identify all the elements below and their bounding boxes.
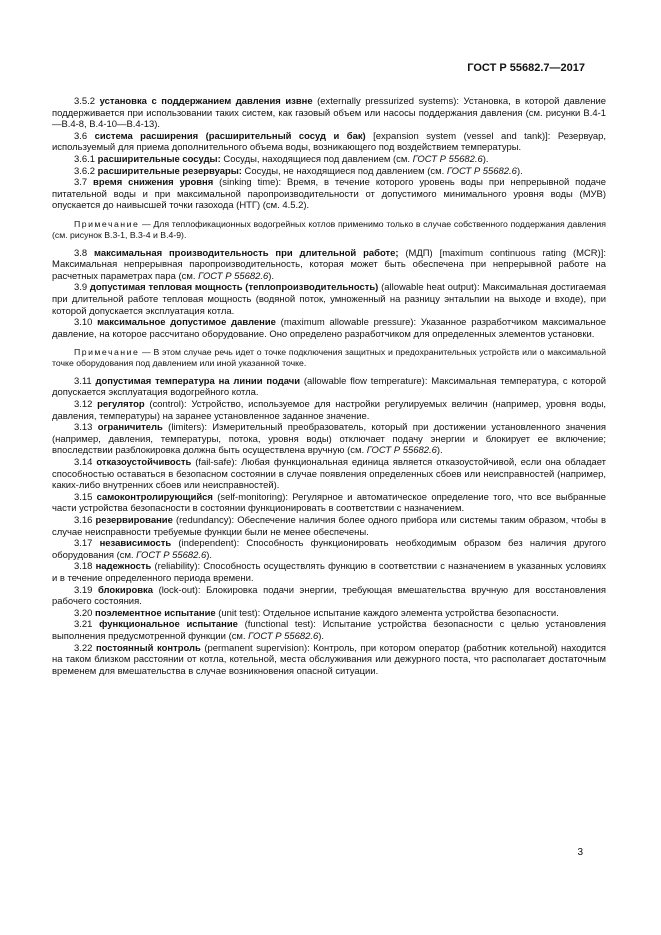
- text-run: ).: [206, 549, 213, 561]
- definition-paragraph: [52, 515, 606, 538]
- text-run: 3.11: [74, 375, 96, 387]
- text-run: 3.10: [74, 317, 98, 329]
- reference: ГОСТ Р 55682.6: [248, 630, 319, 642]
- text-run: (МДП) [maximum continuous rating (MCR)]: Максимальная непрерывная паропроизводительность, которая может быть обеспечена при непрерывной работе на расчетных параметрах пара (см.: [52, 247, 606, 282]
- text-run: — Для теплофикационных водогрейных котлов применимо только в случае собственного поддержания давления (см. рисунок В.3-1, В.3-4 и В.4-9).: [52, 218, 606, 240]
- page-number: 3: [577, 847, 583, 858]
- text-run: 3.20: [74, 607, 95, 619]
- note-label: Примечание: [74, 218, 140, 229]
- text-run: ).: [318, 630, 325, 642]
- definition-paragraph: [52, 154, 606, 166]
- term: расширительные сосуды:: [97, 153, 221, 165]
- text-run: 3.16: [74, 515, 96, 526]
- text-run: Сосуды, находящиеся под давлением (см.: [220, 153, 413, 165]
- text-run: Сосуды, не находящиеся под давлением (см.: [241, 165, 447, 177]
- text-run: (functional test): Испытание устройства безопасности с целью установления выполнения предусмотренной функции (см.: [52, 619, 606, 642]
- text-run: 3.21: [74, 619, 100, 631]
- definition-paragraph: [52, 619, 606, 642]
- definition-paragraph: [52, 457, 606, 492]
- text-run: ).: [482, 153, 489, 165]
- text-run: (sinking time): Время, в течение которого уровень воды при непрерывной подаче питательной воды и при максимальной паропроизводительности от допустимого минимального уровня воды (МУВ) опускается до наивысшей точки газохода (НТГ) (см. 4.5.2).: [52, 177, 606, 212]
- reference: ГОСТ Р 55682.6: [136, 549, 207, 561]
- text-run: 3.6.1: [74, 153, 98, 165]
- term: самоконтролирующийся: [96, 491, 213, 503]
- definition-paragraph: [52, 538, 606, 561]
- definition-paragraph: [52, 177, 606, 212]
- text-run: (permanent supervision): Контроль, при котором оператор (работник котельной) находится на таком близком расстоянии от котла, котельной, места обслуживания или дежурного поста, что располагает достаточным временем для вмешательства в случае возникновения опасной ситуации.: [52, 642, 606, 677]
- text-run: 3.19: [74, 584, 98, 596]
- definition-paragraph: [52, 376, 606, 399]
- definition-paragraph: [52, 317, 606, 340]
- text-run: 3.17: [74, 538, 100, 550]
- definition-paragraph: [52, 492, 606, 515]
- reference: ГОСТ Р 55682.6: [366, 445, 437, 457]
- text-run: (unit test): Отдельное испытание каждого элемента устройства безопасности.: [215, 607, 559, 619]
- term: максимальная производительность при длительной работе;: [94, 247, 399, 259]
- term: время снижения уровня: [93, 177, 214, 189]
- term: независимость: [99, 538, 172, 550]
- definition-paragraph: [52, 399, 606, 422]
- text-run: 3.15: [74, 491, 97, 503]
- definition-paragraph: [52, 643, 606, 678]
- text-run: 3.6: [74, 130, 95, 142]
- text-run: 3.14: [74, 457, 97, 469]
- text-run: 3.7: [74, 177, 94, 189]
- text-run: 3.5.2: [74, 96, 100, 107]
- text-run: (allowable heat output): Максимальная достигаемая при длительной работе тепловая мощность (водяной поток, умноженный на разницу энтальпии на выходе и входе), при которой допускается эксплуатация котла.: [52, 282, 606, 317]
- text-run: (self-monitoring): Регулярное и автоматическое определение того, что все выбранные части устройства безопасности в состоянии функционировать в соответствии с назначением.: [52, 491, 606, 515]
- definition-paragraph: [52, 96, 606, 131]
- definition-paragraph: [52, 422, 606, 457]
- text-run: (reliability): Способность осуществлять функцию в соответствии с назначением в указанных условиях и в течение определенного периода времени.: [52, 561, 606, 584]
- definition-paragraph: [52, 561, 606, 584]
- text-run: ).: [516, 165, 523, 177]
- reference: ГОСТ Р 55682.6: [412, 153, 483, 165]
- definition-paragraph: [52, 608, 606, 620]
- document-id: ГОСТ Р 55682.7—2017: [467, 62, 585, 74]
- note-paragraph: [52, 347, 606, 369]
- text-run: (allowable flow temperature): Максимальная температура, с которой допускается эксплуатация водогрейного котла.: [52, 375, 606, 399]
- text-run: (redundancy): Обеспечение наличия более одного прибора или системы таким образом, чтобы в случае неисправности требуемые функции были не менее обеспечены.: [52, 515, 606, 538]
- text-run: 3.12: [74, 399, 98, 411]
- term: расширительные резервуары:: [97, 165, 242, 177]
- text-run: (control): Устройство, используемое для настройки регулируемых величин (например, уровня воды, давления, температуры) на заранее установленное заданное значение.: [52, 399, 606, 422]
- text-run: (lock-out): Блокировка подачи энергии, требующая вмешательства вручную для восстановления рабочего состояния.: [52, 584, 606, 608]
- text-run: (limiters): Измерительный преобразователь, который при достижении установленного значения (например, давления, температуры, потока, уровня воды) отключает подачу энергии и блокирует ее включение; впоследствии разблокировка должна быть осуществлена вручную (см.: [52, 422, 606, 457]
- text-run: 3.8: [74, 247, 94, 259]
- term: поэлементное испытание: [95, 607, 216, 619]
- definition-paragraph: [52, 282, 606, 317]
- text-run: 3.9: [74, 282, 90, 294]
- text-run: 3.18: [74, 561, 96, 573]
- definition-paragraph: [52, 131, 606, 154]
- text-run: [expansion system (vessel and tank)]: Резервуар, используемый для приема дополнительного объема воды, возникающего под воздействием температуры.: [52, 130, 606, 154]
- term: отказоустойчивость: [96, 457, 192, 469]
- definition-paragraph: [52, 585, 606, 608]
- reference: ГОСТ Р 55682.6: [446, 165, 517, 177]
- term: установка с поддержанием давления извне: [99, 96, 313, 107]
- term: блокировка: [97, 584, 153, 596]
- term: регулятор: [97, 399, 145, 411]
- definition-paragraph: [52, 166, 606, 178]
- note-label: Примечание: [74, 347, 140, 358]
- term: допустимая тепловая мощность (теплопроизводительность): [89, 282, 379, 294]
- term: надежность: [95, 561, 152, 573]
- term: постоянный контроль: [95, 642, 201, 654]
- text-run: (maximum allowable pressure): Указанное разработчиком максимальное давление, на которое рассчитано оборудование. Оно определено разработчиком для определенных элементов установки.: [52, 317, 606, 340]
- term: резервирование: [95, 515, 173, 526]
- text-run: ).: [268, 270, 274, 282]
- text-run: ).: [436, 445, 443, 457]
- text-run: 3.22: [74, 642, 96, 654]
- text-run: 3.6.2: [74, 165, 98, 177]
- text-run: (externally pressurized systems): Установка, в которой давление поддерживается при использовании таких систем, как газовый объем или насосы поддержания давления (см. рисунки В.4-1—В.4-8, В.4-10—В.4-13).: [52, 96, 606, 131]
- text-run: (fail-safe): Любая функциональная единица является отказоустойчивой, если она обладает способностью оставаться в безопасном состоянии в случае появления определенных сбоев или неисправностей (например, каких-либо внутренних сбоев или неисправностей).: [52, 457, 606, 492]
- reference: ГОСТ Р 55682.6: [198, 270, 269, 282]
- term: максимальное допустимое давление: [97, 317, 276, 329]
- text-run: — В этом случае речь идет о точке подключения защитных и предохранительных устройств или о максимальной точке оборудования под давлением или иной указанной точке.: [52, 347, 606, 369]
- text-run: (independent): Способность функционировать необходимым образом без наличия другого оборудования (см.: [52, 538, 606, 561]
- term: функциональное испытание: [99, 619, 238, 631]
- definition-paragraph: [52, 248, 606, 283]
- term: ограничитель: [97, 422, 163, 434]
- text-run: 3.13: [74, 422, 98, 434]
- term: система расширения (расширительный сосуд и бак): [94, 130, 366, 142]
- term: допустимая температура на линии подачи: [95, 375, 300, 387]
- note-paragraph: [52, 219, 606, 241]
- document-body: [52, 96, 606, 677]
